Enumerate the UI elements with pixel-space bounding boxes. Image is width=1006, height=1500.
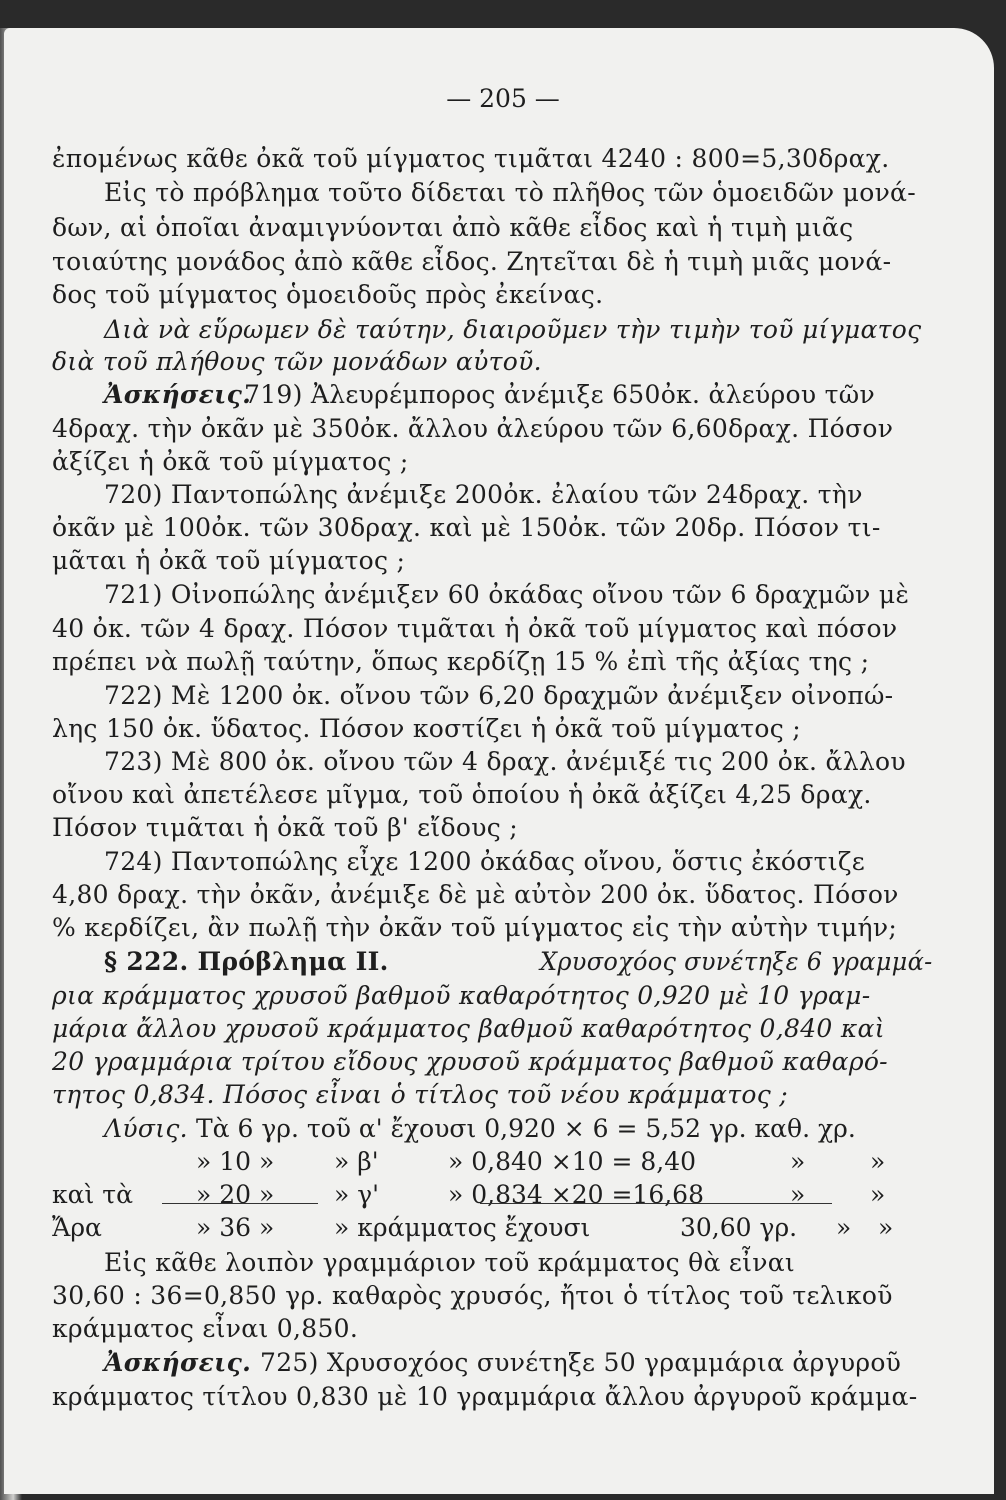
text-line: 719) Ἀλευρέμπορος ἀνέμιξε 650ὀκ. ἀλεύρου τῶν [244,380,875,409]
text-line: κράμματος τίτλου 0,830 μὲ 10 γραμμάρια ἄλλου ἀργυροῦ κράμμα- [52,1382,918,1411]
section-heading: § 222. Πρόβλημα II. [104,947,389,976]
text-line: 723) Μὲ 800 ὀκ. οἴνου τῶν 4 δραχ. ἀνέμιξέ τις 200 ὀκ. ἄλλου [104,747,906,776]
text-line: 725) Χρυσοχόος συνέτηξε 50 γραμμάρια ἀργυροῦ [260,1348,902,1377]
table-cell: » [878,1213,894,1242]
text-line: Εἰς τὸ πρόβλημα τοῦτο δίδεται τὸ πλῆθος τῶν ὁμοειδῶν μονά- [104,178,916,207]
table-cell: » [870,1180,886,1209]
text-line: κράμματος εἶναι 0,850. [52,1314,359,1343]
solution-row-1: Τὰ 6 γρ. τοῦ α' ἔχουσι 0,920 × 6 = 5,52 γρ. καθ. χρ. [196,1114,856,1143]
text-line: 20 γραμμάρια τρίτου εἴδους χρυσοῦ κράμματος βαθμοῦ καθαρό- [52,1047,888,1076]
text-line: 720) Παντοπώλης ἀνέμιξε 200ὀκ. ἐλαίου τῶν 24δραχ. τὴν [104,480,863,509]
text-line: δων, αἱ ὁποῖαι ἀναμιγνύονται ἀπὸ κᾶθε εἶδος καὶ ἡ τιμὴ μιᾶς [52,213,854,242]
sum-rule [162,1203,318,1204]
text-line: Πόσον τιμᾶται ἡ ὀκᾶ τοῦ β' εἴδους ; [52,813,518,842]
text-line: Διὰ νὰ εὕρωμεν δὲ ταύτην, διαιροῦμεν τὴν τιμὴν τοῦ μίγματος [104,315,922,344]
text-line: τοιαύτης μονάδος ἀπὸ κᾶθε εἶδος. Ζητεῖται δὲ ἡ τιμὴ μιᾶς μονά- [52,247,892,276]
text-line: 721) Οἰνοπώλης ἀνέμιξεν 60 ὀκάδας οἴνου τῶν 6 δραχμῶν μὲ [104,580,910,609]
text-line: Εἰς κᾶθε λοιπὸν γραμμάριον τοῦ κράμματος θὰ εἶναι [104,1248,796,1277]
text-line: % κερδίζει, ἂν πωλῇ τὴν ὀκᾶν τοῦ μίγματος εἰς τὴν αὐτὴν τιμήν; [52,913,898,942]
text-line: δος τοῦ μίγματος ὁμοειδοῦς πρὸς ἐκείνας. [52,280,604,309]
text-line: ὀκᾶν μὲ 100ὀκ. τῶν 30δραχ. καὶ μὲ 150ὀκ. τῶν 20δρ. Πόσον τι- [52,513,881,542]
page-number: — 205 — [446,84,560,113]
text-line: ρια κράμματος χρυσοῦ βαθμοῦ καθαρότητος 0,920 μὲ 10 γραμ- [52,981,871,1010]
table-cell: » γ' [334,1180,380,1209]
text-line: ἐπομένως κᾶθε ὀκᾶ τοῦ μίγματος τιμᾶται 4240 : 800=5,30δραχ. [52,144,890,173]
text-line: πρέπει νὰ πωλῇ ταύτην, ὅπως κερδίζῃ 15 % ἐπὶ τῆς ἀξίας της ; [52,647,870,676]
table-cell: » 36 » [196,1213,275,1242]
table-cell: » [790,1147,806,1176]
text-line: 4δραχ. τὴν ὀκᾶν μὲ 350ὀκ. ἄλλου ἀλεύρου τῶν 6,60δραχ. Πόσον [52,414,894,443]
table-cell: 30,60 γρ. [680,1213,798,1242]
exercises-heading: Ἀσκήσεις. [104,380,252,409]
table-cell: » 10 » [196,1147,275,1176]
exercises-heading: Ἀσκήσεις. [104,1348,252,1377]
table-cell: καὶ τὰ [52,1180,133,1209]
table-cell: Ἄρα [52,1213,102,1242]
table-cell: » κράμματος ἔχουσι [334,1213,591,1242]
table-cell: » 0,834 ×20 =16,68 [448,1180,704,1209]
text-line: τητος 0,834. Πόσος εἶναι ὁ τίτλος τοῦ νέου κράμματος ; [52,1080,789,1109]
text-line: διὰ τοῦ πλήθους τῶν μονάδων αὐτοῦ. [52,347,542,376]
text-line: λης 150 ὀκ. ὕδατος. Πόσον κοστίζει ἡ ὀκᾶ τοῦ μίγματος ; [52,714,801,743]
text-line: 30,60 : 36=0,850 γρ. καθαρὸς χρυσός, ἤτοι ὁ τίτλος τοῦ τελικοῦ [52,1281,893,1310]
text-line: 722) Μὲ 1200 ὀκ. οἴνου τῶν 6,20 δραχμῶν ἀνέμιξεν οἰνοπώ- [104,681,894,710]
text-line: Χρυσοχόος συνέτηξε 6 γραμμά- [540,947,933,976]
table-cell: » [870,1147,886,1176]
table-cell: » [836,1213,852,1242]
text-line: μᾶται ἡ ὀκᾶ τοῦ μίγματος ; [52,546,406,575]
text-line: 724) Παντοπώλης εἶχε 1200 ὀκάδας οἴνου, ὅστις ἐκόστιζε [104,847,865,876]
text-line: οἴνου καὶ ἀπετέλεσε μῖγμα, τοῦ ὁποίου ἡ ὀκᾶ ἀξίζει 4,25 δραχ. [52,780,872,809]
solution-label: Λύσις. [104,1114,188,1143]
sum-rule [480,1203,832,1204]
text-line: μάρια ἄλλου χρυσοῦ κράμματος βαθμοῦ καθαρότητος 0,840 καὶ [52,1014,885,1043]
table-cell: » β' [334,1147,379,1176]
table-cell: » 20 » [196,1180,275,1209]
text-line: 4,80 δραχ. τὴν ὀκᾶν, ἀνέμιξε δὲ μὲ αὐτὸν 200 ὀκ. ὕδατος. Πόσον [52,880,899,909]
table-cell: » 0,840 ×10 = 8,40 [448,1147,697,1176]
text-line: ἀξίζει ἡ ὀκᾶ τοῦ μίγματος ; [52,447,409,476]
table-cell: » [790,1180,806,1209]
text-line: 40 ὀκ. τῶν 4 δραχ. Πόσον τιμᾶται ἡ ὀκᾶ τοῦ μίγματος καὶ πόσον [52,614,898,643]
